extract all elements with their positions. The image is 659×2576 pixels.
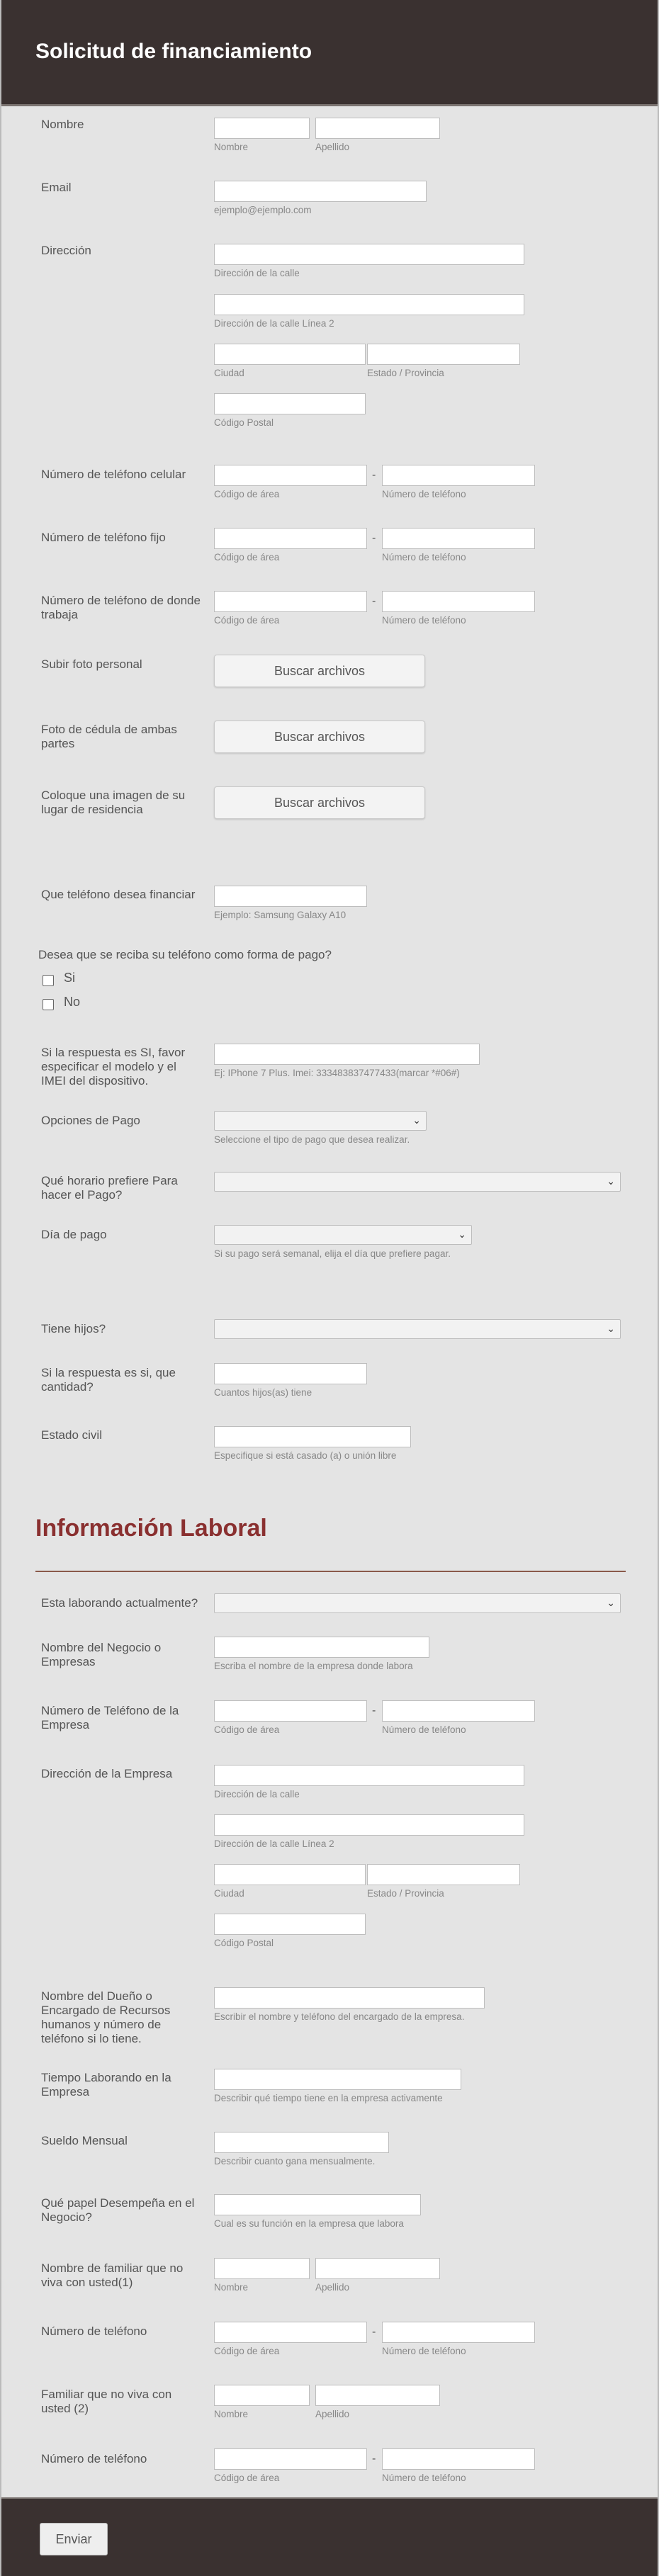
- dueno-sublabel: Escribir el nombre y teléfono del encargado de la empresa.: [214, 2011, 465, 2022]
- dia-pago-sublabel: Si su pago será semanal, elija el día que prefiere pagar.: [214, 1248, 451, 1259]
- checkbox-si[interactable]: [43, 975, 54, 986]
- number-sublabel: Número de teléfono: [382, 615, 466, 626]
- number-sublabel: Número de teléfono: [382, 2346, 466, 2356]
- estado-civil-label: Estado civil: [41, 1428, 102, 1442]
- laborando-label: Esta laborando actualmente?: [41, 1596, 198, 1610]
- upload-cedula-button[interactable]: Buscar archivos: [214, 721, 425, 753]
- familiar2-first-input[interactable]: [214, 2385, 310, 2406]
- negocio-label: Nombre del Negocio o Empresas: [41, 1641, 162, 1668]
- sueldo-label: Sueldo Mensual: [41, 2134, 128, 2147]
- street-sublabel: Dirección de la calle: [214, 268, 300, 278]
- familiar1-first-input[interactable]: [214, 2258, 310, 2279]
- familiar1-label: Nombre de familiar que no viva con usted(1): [41, 2261, 184, 2289]
- empresa-zip-input[interactable]: [214, 1914, 366, 1935]
- form-title: Solicitud de financiamiento: [35, 40, 312, 63]
- modelo-label: Si la respuesta es SI, favor especificar el modelo y el IMEI del dispositivo.: [41, 1046, 186, 1088]
- phone-dash: -: [372, 595, 376, 607]
- papel-label: Qué papel Desempeña en el Negocio?: [41, 2196, 195, 2224]
- first-name-input[interactable]: [214, 118, 310, 139]
- trabajo-number-input[interactable]: [382, 591, 535, 612]
- tel-empresa-label: Número de Teléfono de la Empresa: [41, 1704, 179, 1732]
- state-sublabel: Estado / Provincia: [367, 368, 444, 378]
- hijos-select[interactable]: [214, 1319, 621, 1339]
- residencia-label: Coloque una imagen de su lugar de residencia: [41, 789, 186, 816]
- form-header: [1, 0, 658, 106]
- familiar2-last-input[interactable]: [315, 2385, 440, 2406]
- familiar2-label: Familiar que no viva con usted (2): [41, 2388, 172, 2415]
- city-sublabel: Ciudad: [214, 1888, 244, 1899]
- tel-empresa-number-input[interactable]: [382, 1700, 535, 1722]
- area-sublabel: Código de área: [214, 489, 280, 499]
- street-sublabel: Dirección de la calle: [214, 1789, 300, 1800]
- opciones-pago-select[interactable]: [214, 1111, 427, 1131]
- number-sublabel: Número de teléfono: [382, 1724, 466, 1735]
- papel-sublabel: Cual es su función en la empresa que labora: [214, 2218, 404, 2229]
- fijo-number-input[interactable]: [382, 528, 535, 549]
- dia-pago-label: Día de pago: [41, 1228, 107, 1241]
- email-input[interactable]: [214, 181, 427, 202]
- cantidad-label: Si la respuesta es si, que cantidad?: [41, 1366, 176, 1394]
- state-sublabel: Estado / Provincia: [367, 1888, 444, 1899]
- modelo-sublabel: Ej: IPhone 7 Plus. Imei: 333483837477433(marcar *#06#): [214, 1068, 460, 1078]
- number-sublabel: Número de teléfono: [382, 2473, 466, 2483]
- upload-foto-personal-button[interactable]: Buscar archivos: [214, 655, 425, 687]
- nombre-label: Nombre: [41, 118, 84, 131]
- foto-personal-label: Subir foto personal: [41, 657, 142, 671]
- negocio-input[interactable]: [214, 1637, 429, 1658]
- tel1-area-input[interactable]: [214, 2322, 367, 2343]
- tel-empresa-area-input[interactable]: [214, 1700, 367, 1722]
- zip-sublabel: Código Postal: [214, 1938, 274, 1948]
- fijo-label: Número de teléfono fijo: [41, 531, 166, 544]
- tiempo-label: Tiempo Laborando en la Empresa: [41, 2071, 171, 2098]
- area-sublabel: Código de área: [214, 2346, 280, 2356]
- papel-input[interactable]: [214, 2194, 421, 2215]
- sueldo-input[interactable]: [214, 2132, 389, 2153]
- phone-dash: -: [372, 532, 376, 544]
- estado-civil-sublabel: Especifique si está casado (a) o unión libre: [214, 1450, 397, 1461]
- tel1-number-input[interactable]: [382, 2322, 535, 2343]
- area-sublabel: Código de área: [214, 1724, 280, 1735]
- fijo-area-input[interactable]: [214, 528, 367, 549]
- chevron-down-icon: ⌄: [607, 1175, 615, 1187]
- sueldo-sublabel: Describir cuanto gana mensualmente.: [214, 2156, 376, 2167]
- chevron-down-icon: ⌄: [607, 1597, 615, 1608]
- modelo-input[interactable]: [214, 1044, 480, 1065]
- horario-label: Qué horario prefiere Para hacer el Pago?: [41, 1174, 178, 1202]
- last-name-sublabel: Apellido: [315, 2409, 350, 2419]
- horario-select[interactable]: [214, 1172, 621, 1192]
- forma-pago-question: Desea que se reciba su teléfono como forma de pago?: [38, 948, 332, 961]
- chevron-down-icon: ⌄: [458, 1228, 466, 1240]
- email-sublabel: ejemplo@ejemplo.com: [214, 205, 312, 215]
- number-sublabel: Número de teléfono: [382, 489, 466, 499]
- chevron-down-icon: ⌄: [607, 1323, 615, 1334]
- street2-input[interactable]: [214, 294, 524, 315]
- empresa-street2-input[interactable]: [214, 1814, 524, 1836]
- last-name-input[interactable]: [315, 118, 440, 139]
- cedula-label: Foto de cédula de ambas partes: [41, 723, 177, 750]
- direccion-label: Dirección: [41, 244, 91, 257]
- dia-pago-select[interactable]: [214, 1225, 472, 1245]
- celular-area-input[interactable]: [214, 465, 367, 486]
- city-sublabel: Ciudad: [214, 368, 244, 378]
- laborando-select[interactable]: [214, 1593, 621, 1613]
- city-input[interactable]: [214, 344, 366, 365]
- laboral-section-title: Información Laboral: [35, 1515, 267, 1542]
- dir-empresa-label: Dirección de la Empresa: [41, 1767, 173, 1780]
- trabajo-area-input[interactable]: [214, 591, 367, 612]
- tiempo-sublabel: Describir qué tiempo tiene en la empresa activamente: [214, 2093, 443, 2103]
- phone-dash: -: [372, 1705, 376, 1717]
- phone-dash: -: [372, 2326, 376, 2338]
- trabajo-label: Número de teléfono de donde trabaja: [41, 594, 201, 621]
- checkbox-no[interactable]: [43, 999, 54, 1010]
- tel1-label: Número de teléfono: [41, 2324, 147, 2338]
- first-name-sublabel: Nombre: [214, 2282, 249, 2293]
- familiar1-last-input[interactable]: [315, 2258, 440, 2279]
- empresa-state-input[interactable]: [367, 1864, 520, 1885]
- negocio-sublabel: Escriba el nombre de la empresa donde labora: [214, 1661, 413, 1671]
- area-sublabel: Código de área: [214, 552, 280, 563]
- tiempo-input[interactable]: [214, 2069, 461, 2090]
- area-sublabel: Código de área: [214, 2473, 280, 2483]
- section-divider: [35, 1571, 626, 1572]
- estado-civil-input[interactable]: [214, 1426, 411, 1447]
- tel2-number-input[interactable]: [382, 2448, 535, 2470]
- telefono-financiar-sublabel: Ejemplo: Samsung Galaxy A10: [214, 910, 347, 920]
- celular-number-input[interactable]: [382, 465, 535, 486]
- submit-button[interactable]: Enviar: [40, 2523, 108, 2555]
- checkbox-no-label: No: [64, 995, 81, 1009]
- email-label: Email: [41, 181, 72, 194]
- phone-dash: -: [372, 2453, 376, 2465]
- cantidad-sublabel: Cuantos hijos(as) tiene: [214, 1387, 312, 1398]
- hijos-label: Tiene hijos?: [41, 1322, 106, 1335]
- upload-residencia-button[interactable]: Buscar archivos: [214, 786, 425, 819]
- cantidad-input[interactable]: [214, 1363, 367, 1384]
- opciones-pago-label: Opciones de Pago: [41, 1114, 140, 1127]
- number-sublabel: Número de teléfono: [382, 552, 466, 563]
- tel2-label: Número de teléfono: [41, 2452, 147, 2465]
- first-name-sublabel: Nombre: [214, 142, 249, 152]
- dueno-label: Nombre del Dueño o Encargado de Recursos humanos y número de teléfono si lo tiene.: [41, 1989, 171, 2045]
- dueno-input[interactable]: [214, 1987, 485, 2009]
- first-name-sublabel: Nombre: [214, 2409, 249, 2419]
- zip-input[interactable]: [214, 393, 366, 414]
- last-name-sublabel: Apellido: [315, 2282, 350, 2293]
- telefono-financiar-input[interactable]: [214, 886, 367, 907]
- last-name-sublabel: Apellido: [315, 142, 350, 152]
- street2-sublabel: Dirección de la calle Línea 2: [214, 1838, 334, 1849]
- celular-label: Número de teléfono celular: [41, 468, 186, 481]
- chevron-down-icon: ⌄: [412, 1114, 421, 1126]
- telefono-financiar-label: Que teléfono desea financiar: [41, 888, 196, 901]
- street-input[interactable]: [214, 244, 524, 265]
- opciones-pago-sublabel: Seleccione el tipo de pago que desea realizar.: [214, 1134, 410, 1145]
- empresa-street-input[interactable]: [214, 1765, 524, 1786]
- zip-sublabel: Código Postal: [214, 417, 274, 428]
- area-sublabel: Código de área: [214, 615, 280, 626]
- checkbox-si-label: Si: [64, 971, 76, 985]
- state-input[interactable]: [367, 344, 520, 365]
- tel2-area-input[interactable]: [214, 2448, 367, 2470]
- empresa-city-input[interactable]: [214, 1864, 366, 1885]
- phone-dash: -: [372, 469, 376, 481]
- street2-sublabel: Dirección de la calle Línea 2: [214, 318, 334, 329]
